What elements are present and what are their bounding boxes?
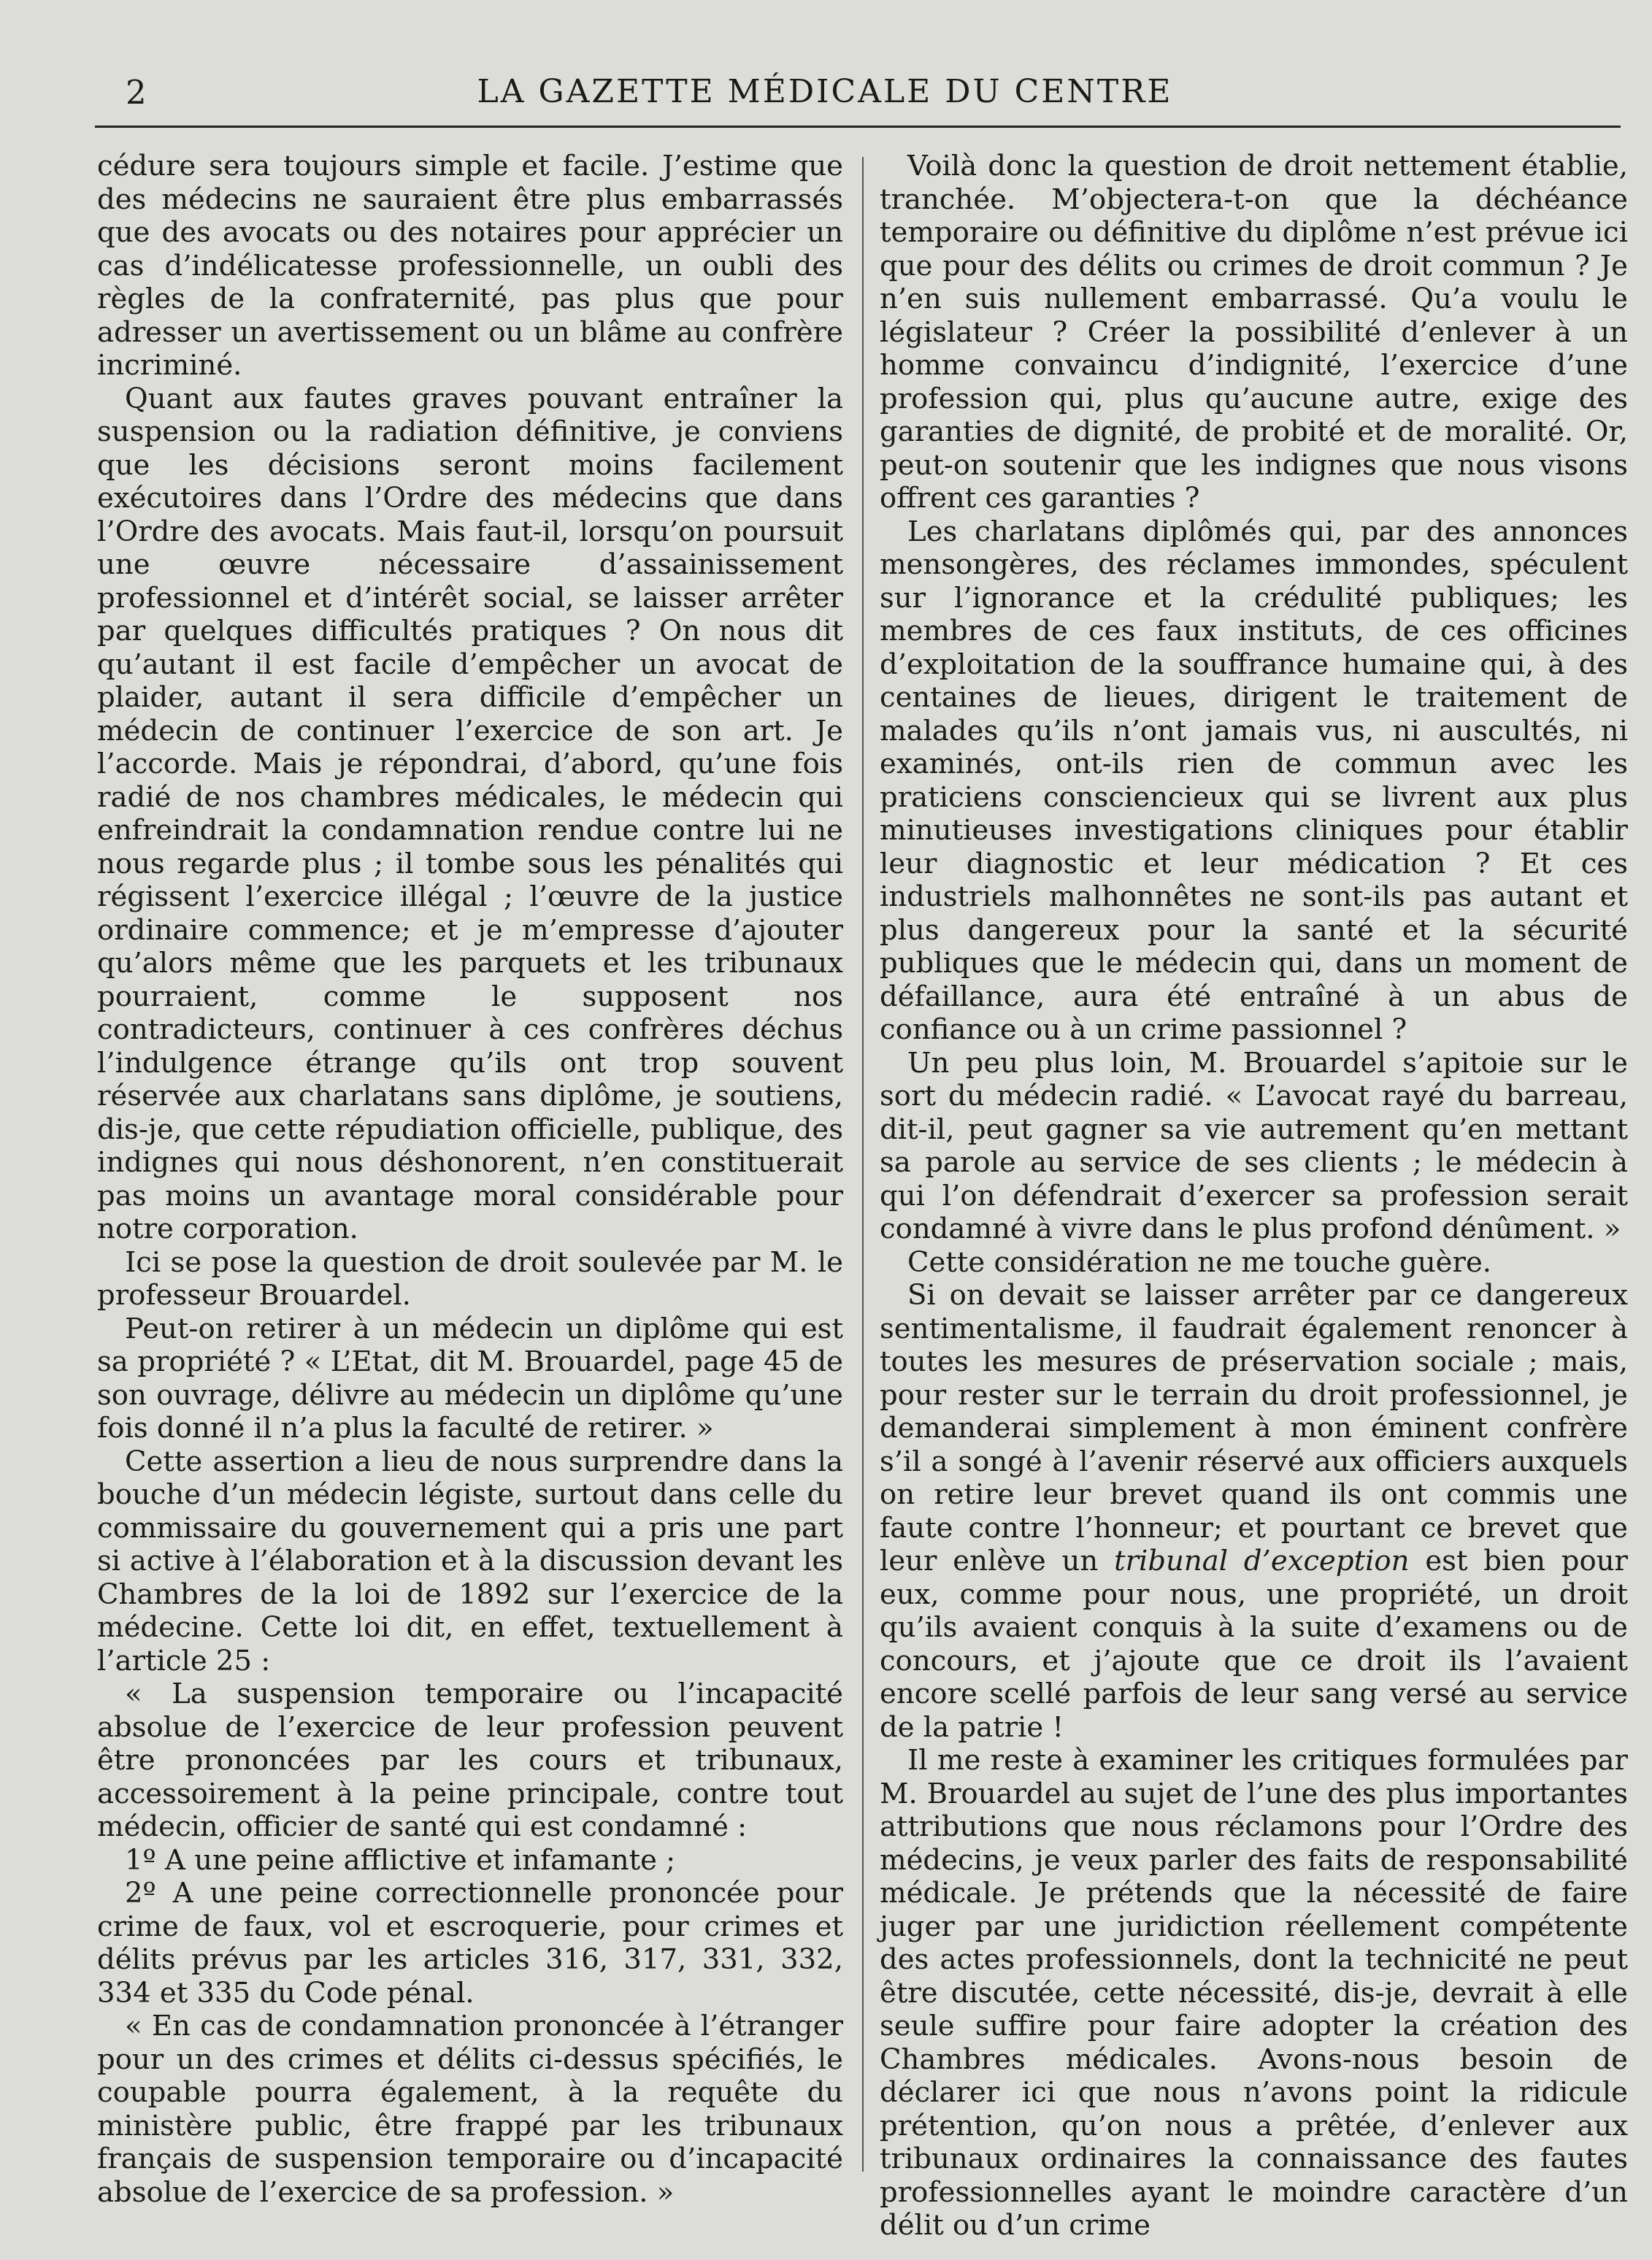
paragraph: Un peu plus loin, M. Brouardel s’apitoie sur le sort du médecin radié. « L’avocat rayé du barreau, dit-il, peut gagner sa vie autrement qu’en mettant sa parole au service de ses clients ; le médecin à qui l’on défendrait d’exercer sa profession serait condamné à vivre dans le plus profond dénûment. »	[880, 1046, 1628, 1245]
paragraph-text: est bien pour eux, comme pour nous, une propriété, un droit qu’ils avaient conquis à la suite d’examens ou de concours, et j’ajoute que ce droit ils l’avaient encore scellé parfois de leur sang versé au service de la patrie !	[880, 1545, 1628, 1744]
paragraph: Voilà donc la question de droit nettement établie, tranchée. M’objectera-t-on que la déchéance temporaire ou définitive du diplôme n’est prévue ici que pour des délits ou crimes de droit commun ? Je n’en suis nullement embarrassé. Qu’a voulu le législateur ? Créer la possibilité d’enlever à un homme convaincu d’indignité, l’exercice d’une profession qui, plus qu’aucune autre, exige des garanties de dignité, de probité et de moralité. Or, peut-on soutenir que les indignes que nous visons offrent ces garanties ?	[880, 150, 1628, 515]
quoted-article: « La suspension temporaire ou l’incapacité absolue de l’exercice de leur profession peuvent être prononcées par les cours et tribunaux, accessoirement à la peine principale, contre tout médecin, officier de santé qui est condamné :	[97, 1677, 843, 1843]
paragraph: Les charlatans diplômés qui, par des annonces mensongères, des réclames immondes, spéculent sur l’ignorance et la crédulité publiques; les membres de ces faux instituts, de ces officines d’exploitation de la souffrance humaine qui, à des centaines de lieues, dirigent le traitement de malades qu’ils n’ont jamais vus, ni auscultés, ni examinés, ont-ils rien de commun avec les praticiens consciencieux qui se livrent aux plus minutieuses investigations cliniques pour établir leur diagnostic et leur médication ? Et ces industriels malhonnêtes ne sont-ils pas autant et plus dangereux pour la santé et la sécurité publiques que le médecin qui, dans un moment de défaillance, aura été entraîné à un abus de confiance ou à un crime passionnel ?	[880, 515, 1628, 1046]
paragraph: cédure sera toujours simple et facile. J’estime que des médecins ne sauraient être plus embarrassés que des avocats ou des notaires pour apprécier un cas d’indélicatesse professionnelle, un oubli des règles de la confraternité, pas plus que pour adresser un avertissement ou un blâme au confrère incriminé.	[97, 150, 843, 382]
paragraph: Cette considération ne me touche guère.	[907, 1245, 1492, 1279]
paragraph: Il me reste à examiner les critiques formulées par M. Brouardel au sujet de l’une des plus importantes attributions que nous réclamons pour l’Ordre des médecins, je veux parler des faits de responsabilité médicale. Je prétends que la nécessité de faire juger par une juridiction réellement compétente des actes professionnels, dont la technicité ne peut être discutée, cette nécessité, dis-je, devrait à elle seule suffire pour faire adopter la création des Chambres médicales. Avons-nous besoin de déclarer ici que nous n’avons point la ridicule prétention, qu’on nous a prêtée, d’enlever aux tribunaux ordinaires la connaissance des fautes professionnelles ayant le moindre caractère d’un délit ou d’un crime	[880, 1744, 1628, 2242]
paragraph: Peut-on retirer à un médecin un diplôme qui est sa propriété ? « L’Etat, dit M. Brouardel, page 45 de son ouvrage, délivre au médecin un diplôme qu’une fois donné il n’a plus la faculté de retirer. »	[97, 1312, 843, 1445]
paragraph: Ici se pose la question de droit soulevée par M. le professeur Brouardel.	[97, 1245, 843, 1312]
quoted-article: 2º A une peine correctionnelle prononcée pour crime de faux, vol et escroquerie, pour crimes et délits prévus par les articles 316, 317, 331, 332, 334 et 335 du Code pénal.	[97, 1877, 843, 2010]
quoted-article: « En cas de condamnation prononcée à l’étranger pour un des crimes et délits ci-dessus spécifiés, le coupable pourra également, à la requête du ministère public, être frappé par les tribunaux français de suspension temporaire ou d’incapacité absolue de l’exercice de sa profession. »	[97, 2010, 843, 2209]
paragraph	[880, 1279, 1628, 1744]
page-header	[95, 73, 1555, 124]
page-number: 2	[126, 73, 147, 112]
paragraph: Cette assertion a lieu de nous surprendre dans la bouche d’un médecin légiste, surtout dans celle du commissaire du gouvernement qui a pris une part si active à l’élaboration et à la discussion devant les Chambres de la loi de 1892 sur l’exercice de la médecine. Cette loi dit, en effet, textuellement à l’article 25 :	[97, 1445, 843, 1677]
column-divider	[862, 157, 864, 2172]
journal-title: LA GAZETTE MÉDICALE DU CENTRE	[477, 73, 1173, 110]
quoted-article: 1º A une peine afflictive et infamante ;	[125, 1843, 676, 1877]
right-column	[880, 150, 1628, 2242]
paragraph-text: Si on devait se laisser arrêter par ce dangereux sentimentalisme, il faudrait également renoncer à toutes les mesures de préservation sociale ; mais, pour rester sur le terrain du droit professionnel, je demanderai simplement à mon éminent confrère s’il a songé à l’avenir réservé aux officiers auxquels on retire leur brevet quand ils ont commis une faute contre l’honneur; et pourtant ce brevet que leur enlève un	[880, 1279, 1628, 1577]
paragraph: Quant aux fautes graves pouvant entraîner la suspension ou la radiation définitive, je conviens que les décisions seront moins facilement exécutoires dans l’Ordre des médecins que dans l’Ordre des avocats. Mais faut-il, lorsqu’on poursuit une œuvre nécessaire d’assainissement professionnel et d’intérêt social, se laisser arrêter par quelques difficultés pratiques ? On nous dit qu’autant il est facile d’empêcher un avocat de plaider, autant il sera difficile d’empêcher un médecin de continuer l’exercice de son art. Je l’accorde. Mais je répondrai, d’abord, qu’une fois radié de nos chambres médicales, le médecin qui enfreindrait la condamnation rendue contre lui ne nous regarde plus ; il tombe sous les pénalités qui régissent l’exercice illégal ; l’œuvre de la justice ordinaire commence; et je m’empresse d’ajouter qu’alors même que les parquets et les tribunaux pourraient, comme le supposent nos contradicteurs, continuer à ces confrères déchus l’indulgence étrange qu’ils ont trop souvent réservée aux charlatans sans diplôme, je soutiens, dis-je, que cette répudiation officielle, publique, des indignes qui nous déshonorent, n’en constituerait pas moins un avantage moral considérable pour notre corporation.	[97, 382, 843, 1245]
emphasized-text: tribunal d’exception	[1114, 1545, 1410, 1577]
left-column	[97, 150, 843, 2209]
header-rule	[95, 126, 1621, 128]
